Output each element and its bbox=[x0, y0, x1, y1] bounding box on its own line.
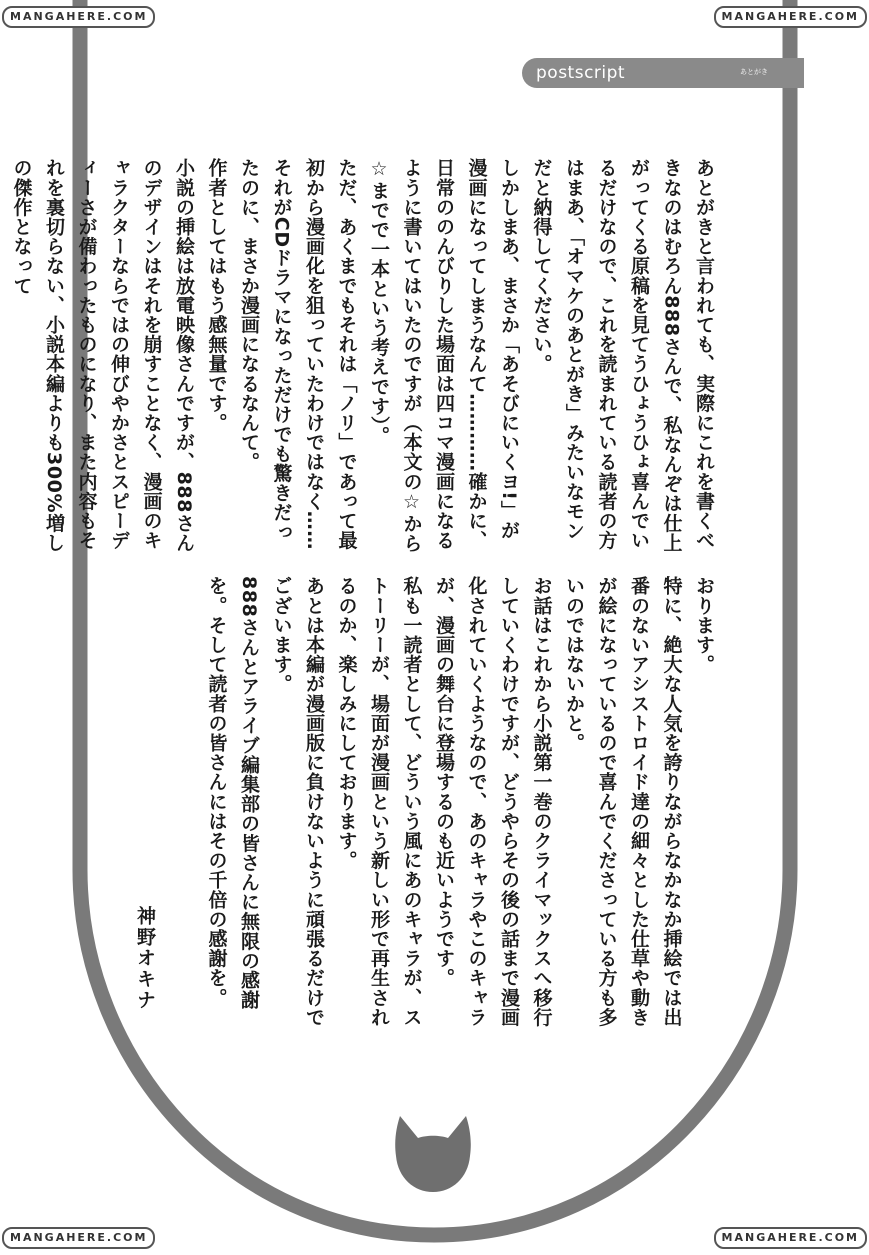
paragraph: ただ、あくまでもそれは「ノリ」であって最初から漫画化を狙っていたわけではなく……それがCDドラマになっただけでも驚きだったのに、まさか漫画になるなんて。 bbox=[238, 158, 358, 550]
paragraph: 特に、絶大な人気を誇りながらなかなか挿絵では出番のないアシストロイド達の細々とした仕草や動きが絵になっているので喜んでくださっている方も多いのではないかと。 bbox=[563, 576, 683, 1027]
watermark-top-left: MANGAHERE.COM bbox=[2, 6, 155, 28]
paragraph: 私も一読者として、どういう風にあのキャラが、ストーリーが、場面が漫画という新しい形で再生されるのか、楽しみにしております。 bbox=[335, 576, 423, 1027]
header-title: postscript bbox=[536, 63, 626, 83]
paragraph: おります。 bbox=[693, 576, 715, 674]
author-signature: 神野オキナ bbox=[134, 906, 156, 1011]
watermark-bottom-left: MANGAHERE.COM bbox=[2, 1227, 155, 1249]
paragraph: 888さんとアライブ編集部の皆さんに無限の感謝を。そして読者の皆さんにはその千倍の感謝を。 bbox=[205, 576, 260, 1010]
header-subtitle: あとがき bbox=[740, 68, 768, 76]
paragraph: お話はこれから小説第一巻のクライマックスへ移行していくわけですが、どうやらその後の話まで漫画化されていくようなので、あのキャラやこのキャラが、漫画の舞台に登場するのも近いようです。 bbox=[433, 576, 553, 1027]
cat-head-icon bbox=[390, 1112, 476, 1194]
upper-text-block bbox=[5, 158, 720, 558]
paragraph: 作者としてはもう感無量です。 bbox=[205, 158, 228, 433]
paragraph: あとは本編が漫画版に負けないように頑張るだけでございます。 bbox=[270, 576, 325, 1027]
lower-text-block bbox=[200, 576, 720, 1046]
paragraph: あとがきと言われても、実際にこれを書くべきなのはむろん888さんで、私なんぞは仕上がってくる原稿を見てうひょうひょ喜んでいるだけなので、これを読まれている読者の方はまあ、「オマケのあとがき」みたいなモンだと納得してください。 bbox=[530, 158, 715, 553]
paragraph: しかしまあ、まさか「あそびにいくヨ!」が漫画になってしまうなんて…………確かに、日常ののんびりした場面は四コマ漫画になるように書いてはいたのですが（本文の☆から☆までで一本という考えです）。 bbox=[368, 158, 520, 553]
postscript-body bbox=[10, 158, 720, 1038]
watermark-bottom-right: MANGAHERE.COM bbox=[714, 1227, 867, 1249]
paragraph: 小説の挿絵は放電映像さんですが、888さんのデザインはそれを崩すことなく、漫画のキャラクターならではの伸びやかさとスピーディーさが備わったものになり、また内容もそれを裏切らない、小説本編よりも300%増しの傑作となって bbox=[10, 158, 195, 553]
watermark-top-right: MANGAHERE.COM bbox=[714, 6, 867, 28]
